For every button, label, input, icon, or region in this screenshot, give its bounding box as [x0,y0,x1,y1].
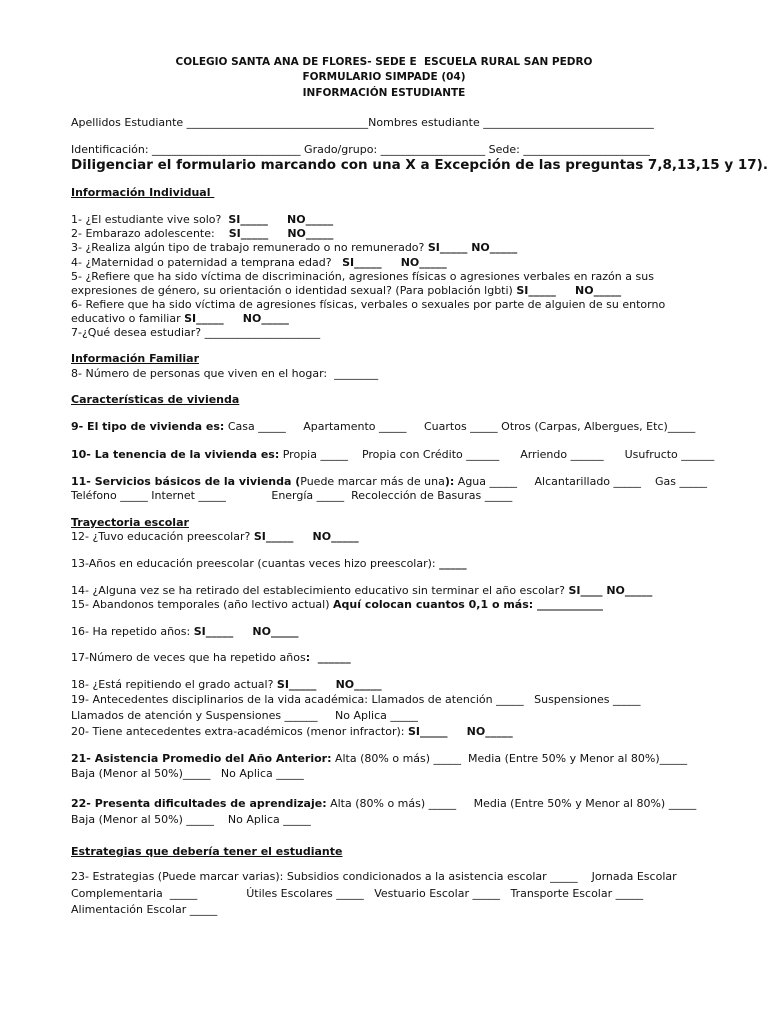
answer-options: SI_____ NO_____ [342,256,447,269]
strategies-title: Estrategias que debería tener el estudiante [71,845,343,858]
question-3 [71,241,517,255]
question-23-end: Alimentación Escolar _____ [71,903,218,916]
question-text: 2- Embarazo adolescente: [71,227,229,240]
question-23-cont: Complementaria _____ Útiles Escolares _____ Vestuario Escolar _____ Transporte Escolar _____ [71,887,644,900]
answer-options: Casa _____ Apartamento _____ Cuartos _____ Otros (Carpas, Albergues, Etc)_____ [224,420,696,433]
answer-options: SI_____ NO_____ [184,312,289,325]
question-text: 15- Abandonos temporales (año lectivo actual) [71,598,334,611]
question-label: 21- Asistencia Promedio del Año Anterior: [71,752,332,765]
answer-options: SI_____ NO_____ [516,284,622,297]
question-7: 7-¿Qué desea estudiar? _____________________ [71,326,321,339]
answer-options: Aquí colocan cuantos 0,1 o más: ____________ [333,598,604,611]
housing-title: Características de vivienda [71,393,240,406]
question-text: 18- ¿Está repitiendo el grado actual? [71,678,277,691]
question-label-end: ): [444,475,455,488]
form-title: FORMULARIO SIMPADE (04) [302,71,466,83]
question-18 [71,678,382,692]
answer-options: SI_____ NO_____ [427,241,518,254]
answer-options: Alta (80% o más) _____ Media (Entre 50% y Menor al 80%)_____ [331,752,688,765]
individual-title: Información Individual [71,186,215,199]
answer-options: Propia _____ Propia con Crédito ______ Arriendo ______ Usufructo ______ [279,448,715,461]
question-label: 11- Servicios básicos de la vivienda ( [71,475,301,488]
question-5-cont [71,284,621,298]
question-8: 8- Número de personas que viven en el hogar: ________ [71,367,379,380]
answer-options: SI_____ NO_____ [228,213,334,226]
question-label: 22- Presenta dificultades de aprendizaje: [71,797,327,810]
question-11-cont: Teléfono _____ Internet _____ Energía _____ Recolección de Basuras _____ [71,489,513,502]
answer-options: SI_____ NO_____ [408,725,513,738]
question-11 [71,475,707,489]
question-13 [71,557,467,571]
question-19-cont: Llamados de atención y Suspensiones ______ No Aplica _____ [71,709,418,722]
question-6-cont [71,312,289,326]
question-21 [71,752,687,766]
question-2 [71,227,333,241]
question-21-cont: Baja (Menor al 50%)_____ No Aplica _____ [71,767,304,780]
question-note: Puede marcar más de una [300,475,445,488]
trajectory-title: Trayectoria escolar [71,516,189,529]
question-text: 20- Tiene antecedentes extra-académicos (menor infractor): [71,725,408,738]
question-text: 16- Ha repetido años: [71,625,194,638]
question-text: 14- ¿Alguna vez se ha retirado del establecimiento educativo sin terminar el año escolar? [71,584,569,597]
question-label: 9- El tipo de vivienda es: [71,420,225,433]
answer-options: SI_____ NO_____ [193,625,299,638]
answer-options: Alta (80% o más) _____ Media (Entre 50% y Menor al 80%) _____ [326,797,697,810]
answer-options: SI_____ NO_____ [253,530,359,543]
question-15 [71,598,603,612]
section-title: INFORMACIÓN ESTUDIANTE [302,87,466,99]
question-19: 19- Antecedentes disciplinarios de la vida académica: Llamados de atención _____ Suspensiones _____ [71,693,641,706]
question-23: 23- Estrategias (Puede marcar varias): Subsidios condicionados a la asistencia escolar _____ Jornada Escolar [71,870,677,883]
question-4 [71,256,447,270]
question-text: 17-Número de veces que ha repetido años [71,651,306,664]
question-text: 12- ¿Tuvo educación preescolar? [71,530,254,543]
question-5: 5- ¿Refiere que ha sido víctima de discriminación, agresiones físicas o agresiones verbales en razón a sus [71,270,654,283]
question-20 [71,725,513,739]
answer-options: Agua _____ Alcantarillado _____ Gas _____ [454,475,708,488]
question-17 [71,651,351,665]
question-9 [71,420,695,434]
answer-options: SI_____ NO_____ [276,678,382,691]
question-14 [71,584,652,598]
surname-line: Apellidos Estudiante _________________________________Nombres estudiante _______________________________ [71,116,654,129]
question-text: 4- ¿Maternidad o paternidad a temprana edad? [71,256,343,269]
answer-options: : ______ [305,651,351,664]
question-12 [71,530,359,544]
question-16 [71,625,298,639]
answer-options: SI____ NO_____ [568,584,653,597]
question-22 [71,797,696,811]
answer-options: SI_____ NO_____ [228,227,334,240]
question-text: educativo o familiar [71,312,185,325]
school-name: COLEGIO SANTA ANA DE FLORES- SEDE E ESCUELA RURAL SAN PEDRO [175,56,593,68]
id-line: Identificación: ___________________________ Grado/grupo: ___________________ Sede: _______________________ [71,143,650,156]
family-title: Información Familiar [71,352,199,365]
question-text: 1- ¿El estudiante vive solo? [71,213,229,226]
question-text: 13-Años en educación preescolar (cuantas veces hizo preescolar): [71,557,440,570]
question-6: 6- Refiere que ha sido víctima de agresiones físicas, verbales o sexuales por parte de alguien de su entorno [71,298,666,311]
question-label: 10- La tenencia de la vivienda es: [71,448,280,461]
instruction: Diligenciar el formulario marcando con una X a Excepción de las preguntas 7,8,13,15 y 17). [71,157,768,173]
question-10 [71,448,714,462]
question-22-cont: Baja (Menor al 50%) _____ No Aplica _____ [71,813,311,826]
answer-options: _____ [439,557,467,570]
question-1 [71,213,333,227]
question-text: expresiones de género, su orientación o identidad sexual? (Para población lgbti) [71,284,517,297]
question-text: 3- ¿Realiza algún tipo de trabajo remunerado o no remunerado? [71,241,428,254]
